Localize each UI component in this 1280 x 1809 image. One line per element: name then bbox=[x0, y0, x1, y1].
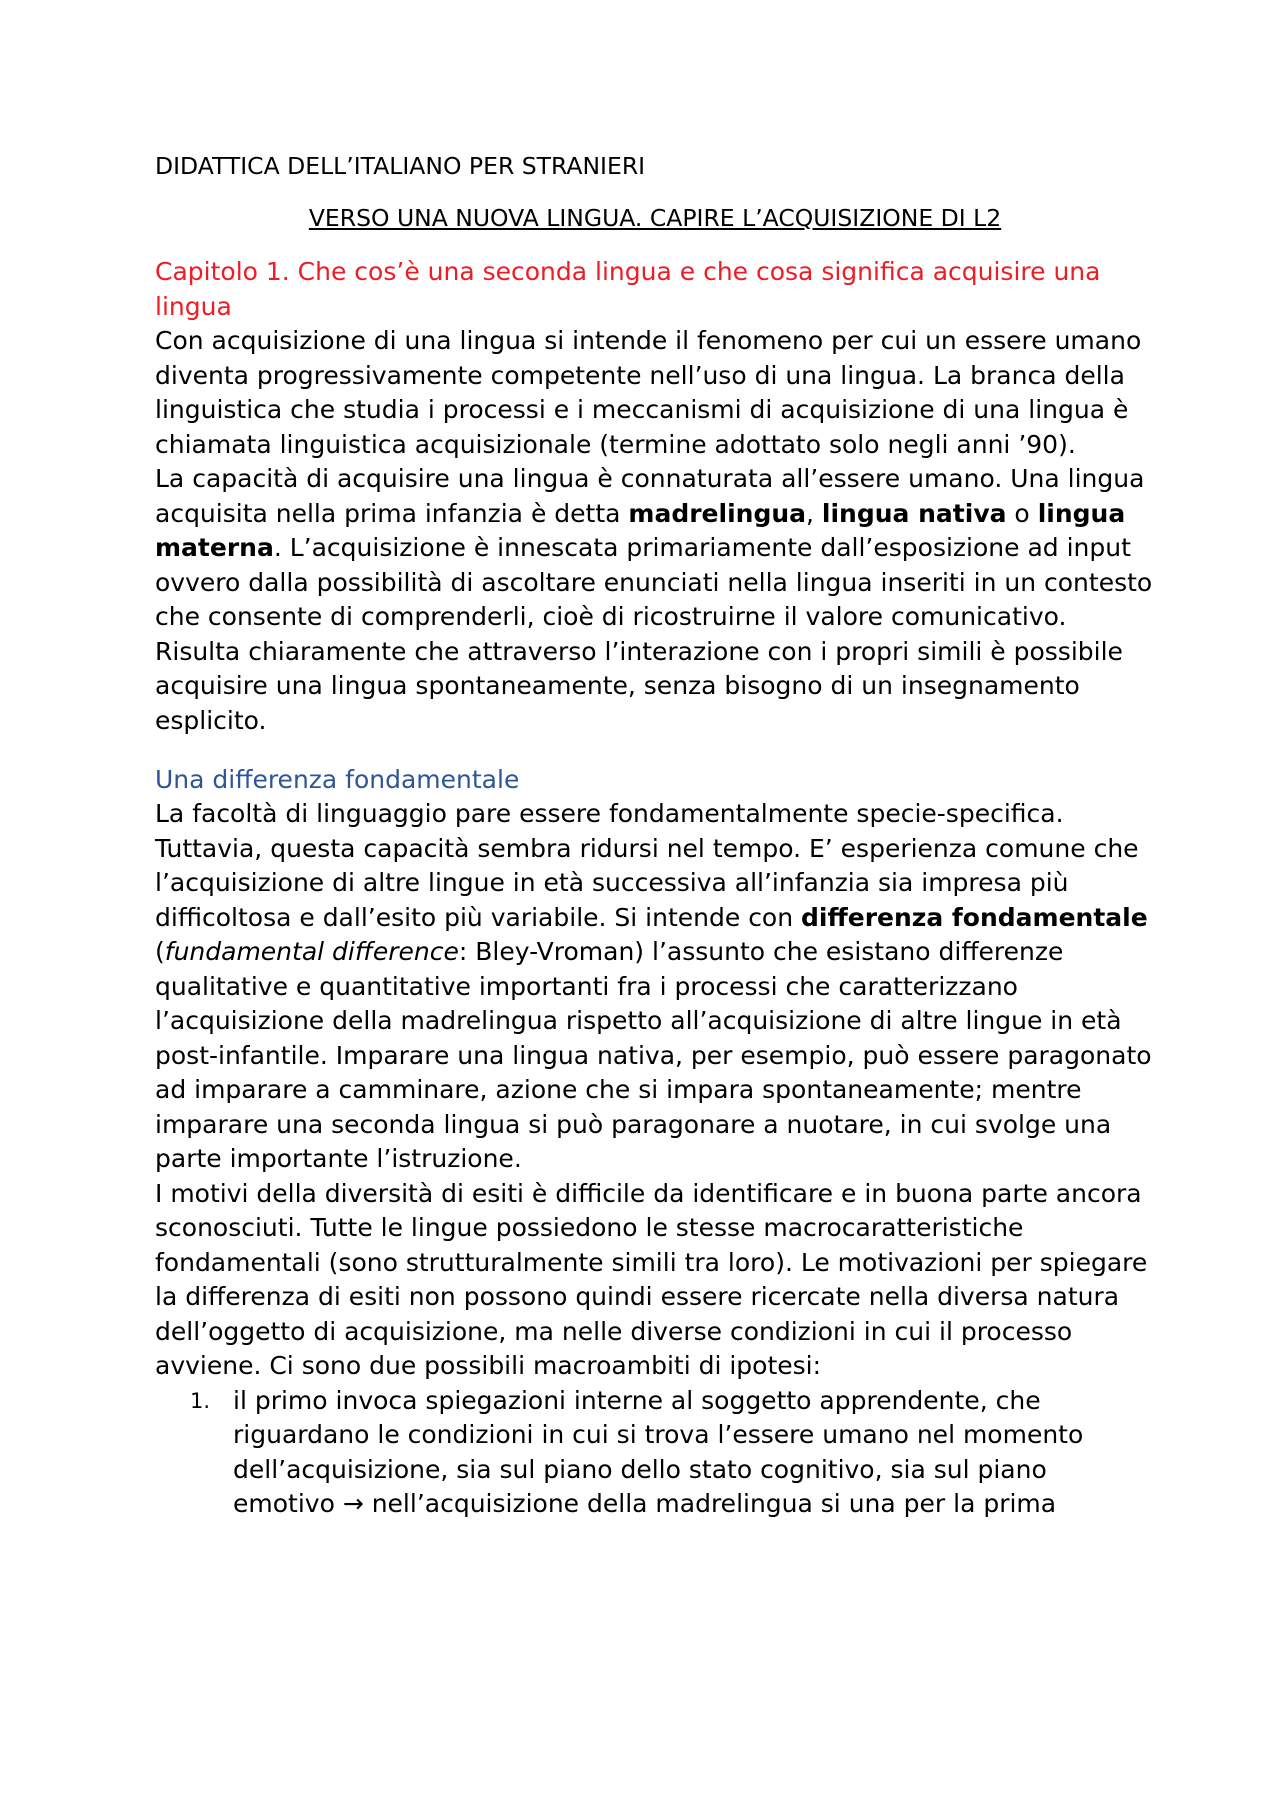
term-fundamental-difference: fundamental difference bbox=[164, 937, 459, 966]
section-paragraph-1: La facoltà di linguaggio pare essere fondamentalmente specie-specifica. Tuttavia, questa capacità sembra ridursi nel tempo. E’ esperienza comune che l’acquisizione di altre lingue in età successiva all’infanzia sia impresa più difficoltosa e dall’esito più variabile. Si intende con differenza fondamentale (fundamental difference: Bley-Vroman) l’assunto che esistano differenze qualitative e quantitative importanti fra i processi che caratterizzano l’acquisizione della madrelingua rispetto all’acquisizione di altre lingue in età post-infantile. Imparare una lingua nativa, per esempio, può essere paragonato ad imparare a camminare, azione che si impara spontaneamente; mentre imparare una seconda lingua si può paragonare a nuotare, in cui svolge una parte importante l’istruzione. bbox=[155, 799, 1152, 1173]
book-title: VERSO UNA NUOVA LINGUA. CAPIRE L’ACQUISIZIONE DI L2 bbox=[308, 204, 1002, 232]
list-item-number: 1. bbox=[190, 1388, 211, 1413]
term-lingua-materna: lingua materna bbox=[155, 498, 1126, 562]
chapter-heading: Capitolo 1. Che cos’è una seconda lingua e che cosa significa acquisire una lingua bbox=[155, 257, 1101, 321]
document-title: DIDATTICA DELL’ITALIANO PER STRANIERI bbox=[155, 152, 646, 180]
chapter-paragraph-2: La capacità di acquisire una lingua è connaturata all’essere umano. Una lingua acquisita nella prima infanzia è detta madrelingua, lingua nativa o lingua materna. L’acquisizione è innescata primariamente dall’esposizione ad input ovvero dalla possibilità di ascoltare enunciati nella lingua inseriti in un contesto che consente di comprenderli, cioè di ricostruirne il valore comunicativo. Risulta chiaramente che attraverso l’interazione con i propri simili è possibile acquisire una lingua spontaneamente, senza bisogno di un insegnamento esplicito. bbox=[155, 464, 1153, 735]
term-differenza-fondamentale: differenza fondamentale bbox=[801, 902, 1148, 932]
list-item-text: il primo invoca spiegazioni interne al soggetto apprendente, che riguardano le condizioni in cui si trova l’essere umano nel momento dell’acquisizione, sia sul piano dello stato cognitivo, sia sul piano emotivo → nell’acquisizione della madrelingua si una per la prima bbox=[233, 1385, 1084, 1518]
section-paragraph-2: I motivi della diversità di esiti è difficile da identificare e in buona parte ancora sconosciuti. Tutte le lingue possiedono le stesse macrocaratteristiche fondamentali (sono strutturalmente simili tra loro). Le motivazioni per spiegare la differenza di esiti non possono quindi essere ricercate nella diversa natura dell’oggetto di acquisizione, ma nelle diverse condizioni in cui il processo avviene. Ci sono due possibili macroambiti di ipotesi: bbox=[155, 1178, 1148, 1380]
section-heading: Una differenza fondamentale bbox=[155, 765, 520, 794]
hypotheses-list bbox=[155, 1384, 1155, 1522]
term-madrelingua: madrelingua bbox=[628, 498, 807, 528]
document-page bbox=[155, 150, 1155, 1522]
term-lingua-nativa: lingua nativa bbox=[821, 498, 1007, 528]
chapter-paragraph-1: Con acquisizione di una lingua si intende il fenomeno per cui un essere umano diventa progressivamente competente nell’uso di una lingua. La branca della linguistica che studia i processi e i meccanismi di acquisizione di una lingua è chiamata linguistica acquisizionale (termine adottato solo negli anni ’90). bbox=[155, 326, 1142, 459]
list-item bbox=[155, 1384, 1155, 1522]
